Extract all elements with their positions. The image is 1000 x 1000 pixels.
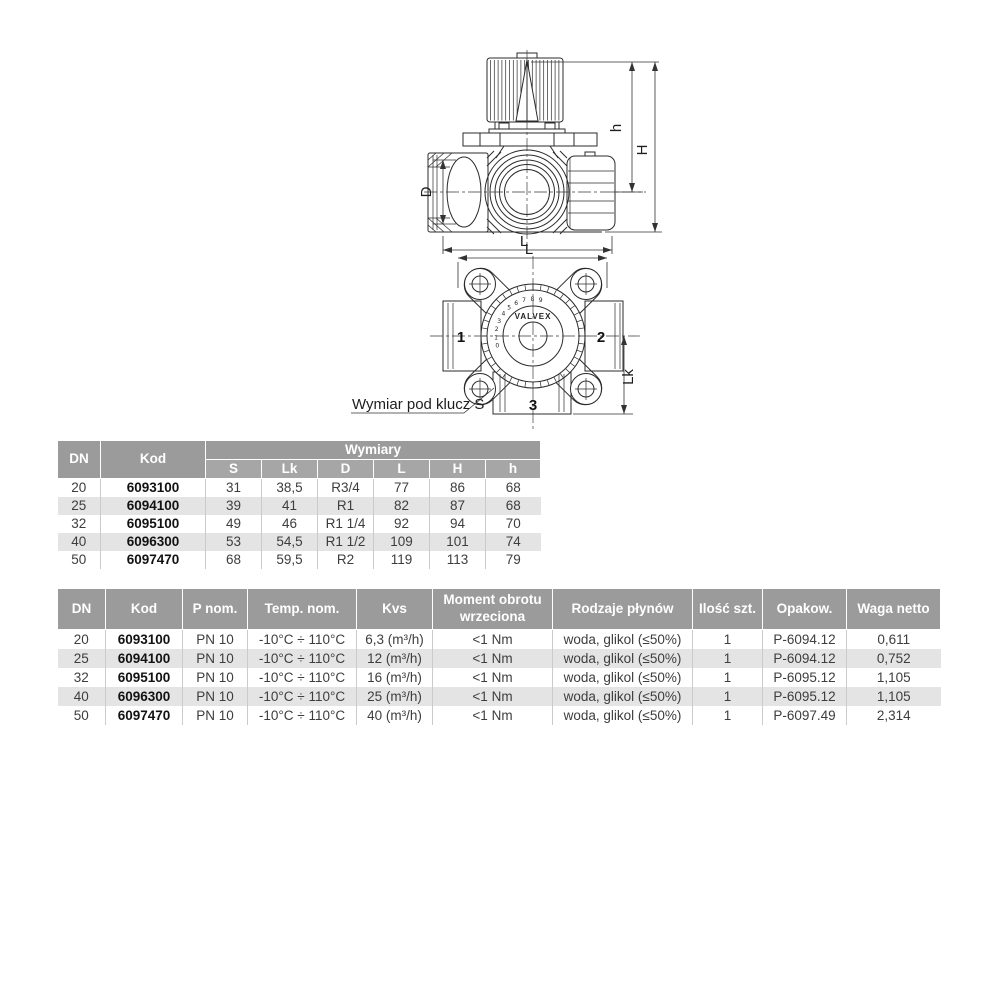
table-cell: R2: [318, 551, 374, 569]
table-cell: -10°C ÷ 110°C: [248, 649, 357, 668]
annotation-text: Wymiar pod klucz S: [352, 396, 485, 413]
dial-digit: 7: [522, 297, 526, 305]
table-cell: 39: [206, 497, 262, 515]
table-header-row: [58, 441, 541, 460]
col-header-lk: Lk: [262, 460, 318, 479]
table-cell: 6095100: [101, 515, 206, 533]
col-header-temp: Temp. nom.: [248, 589, 357, 630]
table-cell: 0,752: [847, 649, 941, 668]
valvex-logo: VALVEX: [514, 312, 552, 321]
dim-label-l-front: L: [519, 233, 529, 250]
table-cell: 70: [486, 515, 541, 533]
specifications-table-body: [58, 630, 941, 726]
dial-digit: 6: [514, 300, 519, 308]
dim-label-h: h: [608, 123, 625, 133]
table-cell: 1,105: [847, 687, 941, 706]
table-row: [58, 649, 941, 668]
table-cell: 41: [262, 497, 318, 515]
dimensions-table: [57, 440, 541, 569]
table-cell: PN 10: [183, 687, 248, 706]
dial-digit: 8: [530, 296, 535, 304]
table-header-row: [58, 589, 941, 630]
table-cell: P-6095.12: [763, 668, 847, 687]
table-cell: -10°C ÷ 110°C: [248, 706, 357, 725]
table-row: [58, 706, 941, 725]
dial-digit: 9: [538, 296, 543, 304]
table-row: [58, 630, 941, 650]
port-2-label: 2: [596, 329, 606, 346]
table-cell: 53: [206, 533, 262, 551]
table-row: [58, 515, 541, 533]
table-cell: 6,3 (m³/h): [357, 630, 433, 650]
table-cell: 59,5: [262, 551, 318, 569]
table-cell: 40: [58, 687, 106, 706]
right-port: [567, 156, 615, 230]
col-header-moment: Moment obrotu wrzeciona: [433, 589, 553, 630]
table-cell: 1: [693, 649, 763, 668]
table-cell: 68: [206, 551, 262, 569]
table-cell: 20: [58, 630, 106, 650]
col-header-dn: DN: [58, 589, 106, 630]
table-cell: 12 (m³/h): [357, 649, 433, 668]
table-cell: R3/4: [318, 479, 374, 498]
table-cell: 49: [206, 515, 262, 533]
col-header-s: S: [206, 460, 262, 479]
table-row: [58, 497, 541, 515]
col-header-d: D: [318, 460, 374, 479]
table-cell: woda, glikol (≤50%): [553, 668, 693, 687]
table-cell: woda, glikol (≤50%): [553, 706, 693, 725]
table-cell: 16 (m³/h): [357, 668, 433, 687]
table-cell: -10°C ÷ 110°C: [248, 630, 357, 650]
table-cell: 79: [486, 551, 541, 569]
table-cell: R1 1/4: [318, 515, 374, 533]
table-cell: woda, glikol (≤50%): [553, 630, 693, 650]
table-cell: 74: [486, 533, 541, 551]
col-header-kod: Kod: [101, 441, 206, 479]
table-cell: 68: [486, 479, 541, 498]
table-cell: 25 (m³/h): [357, 687, 433, 706]
dial-digit: 2: [494, 325, 499, 333]
table-cell: P-6095.12: [763, 687, 847, 706]
flange: [463, 133, 597, 146]
table-cell: 2,314: [847, 706, 941, 725]
dim-label-lk: Lk: [620, 369, 637, 385]
table-cell: 6093100: [106, 630, 183, 650]
table-cell: 1: [693, 687, 763, 706]
table-row: [58, 551, 541, 569]
table-cell: 113: [430, 551, 486, 569]
table-cell: 1: [693, 630, 763, 650]
table-cell: 38,5: [262, 479, 318, 498]
table-cell: 6097470: [101, 551, 206, 569]
table-cell: 94: [430, 515, 486, 533]
table-cell: -10°C ÷ 110°C: [248, 668, 357, 687]
dial-digit: 5: [507, 304, 512, 312]
table-cell: 50: [58, 706, 106, 725]
port-1-label: 1: [456, 329, 466, 346]
table-cell: P-6097.49: [763, 706, 847, 725]
col-header-kvs: Kvs: [357, 589, 433, 630]
col-header-l: L: [374, 460, 430, 479]
table-cell: 6097470: [106, 706, 183, 725]
col-header-plyny: Rodzaje płynów: [553, 589, 693, 630]
table-cell: 1,105: [847, 668, 941, 687]
table-row: [58, 668, 941, 687]
col-header-h-low: h: [486, 460, 541, 479]
table-cell: 31: [206, 479, 262, 498]
table-cell: 87: [430, 497, 486, 515]
table-cell: woda, glikol (≤50%): [553, 649, 693, 668]
table-cell: 92: [374, 515, 430, 533]
table-cell: 6096300: [106, 687, 183, 706]
table-cell: 77: [374, 479, 430, 498]
table-cell: PN 10: [183, 649, 248, 668]
table-cell: 0,611: [847, 630, 941, 650]
table-cell: 40: [58, 533, 101, 551]
table-cell: R1 1/2: [318, 533, 374, 551]
table-cell: <1 Nm: [433, 630, 553, 650]
table-cell: 25: [58, 497, 101, 515]
table-cell: 6094100: [106, 649, 183, 668]
table-cell: 119: [374, 551, 430, 569]
table-cell: 6094100: [101, 497, 206, 515]
table-cell: 1: [693, 668, 763, 687]
table-cell: 25: [58, 649, 106, 668]
col-header-kod: Kod: [106, 589, 183, 630]
table-cell: 6095100: [106, 668, 183, 687]
table-cell: <1 Nm: [433, 649, 553, 668]
dim-label-l-top: L: [524, 241, 534, 258]
top-view: [351, 241, 640, 430]
table-cell: 20: [58, 479, 101, 498]
col-header-opakow: Opakow.: [763, 589, 847, 630]
dimensions-table-body: [58, 479, 541, 570]
table-row: [58, 687, 941, 706]
table-cell: <1 Nm: [433, 706, 553, 725]
dial-digit: 4: [501, 310, 506, 318]
dim-label-H: H: [634, 144, 651, 156]
specifications-table: [57, 588, 941, 725]
table-cell: 6096300: [101, 533, 206, 551]
table-cell: P-6094.12: [763, 630, 847, 650]
table-cell: <1 Nm: [433, 687, 553, 706]
table-cell: 50: [58, 551, 101, 569]
table-row: [58, 533, 541, 551]
front-view: [418, 50, 662, 254]
col-group-wymiary: Wymiary: [206, 441, 541, 460]
col-header-ilosc: Ilość szt.: [693, 589, 763, 630]
col-header-pnom: P nom.: [183, 589, 248, 630]
table-cell: 54,5: [262, 533, 318, 551]
table-row: [58, 479, 541, 498]
technical-drawing: [340, 45, 680, 435]
table-cell: <1 Nm: [433, 668, 553, 687]
table-cell: R1: [318, 497, 374, 515]
col-header-dn: DN: [58, 441, 101, 479]
table-cell: PN 10: [183, 630, 248, 650]
table-cell: PN 10: [183, 706, 248, 725]
table-cell: 1: [693, 706, 763, 725]
port-3-label: 3: [528, 397, 538, 414]
table-cell: 68: [486, 497, 541, 515]
table-cell: 32: [58, 668, 106, 687]
table-cell: 40 (m³/h): [357, 706, 433, 725]
table-cell: PN 10: [183, 668, 248, 687]
table-cell: woda, glikol (≤50%): [553, 687, 693, 706]
table-cell: 86: [430, 479, 486, 498]
dial-digit: 1: [494, 334, 498, 342]
col-header-waga: Waga netto: [847, 589, 941, 630]
col-header-h-cap: H: [430, 460, 486, 479]
table-cell: 109: [374, 533, 430, 551]
table-cell: 6093100: [101, 479, 206, 498]
dim-label-d: D: [418, 186, 435, 198]
table-cell: 46: [262, 515, 318, 533]
table-cell: -10°C ÷ 110°C: [248, 687, 357, 706]
dial-digit: 3: [497, 317, 502, 325]
table-cell: 82: [374, 497, 430, 515]
right-port-nub: [585, 152, 595, 156]
table-cell: P-6094.12: [763, 649, 847, 668]
dial-digit: 0: [495, 342, 500, 350]
table-cell: 101: [430, 533, 486, 551]
table-cell: 32: [58, 515, 101, 533]
